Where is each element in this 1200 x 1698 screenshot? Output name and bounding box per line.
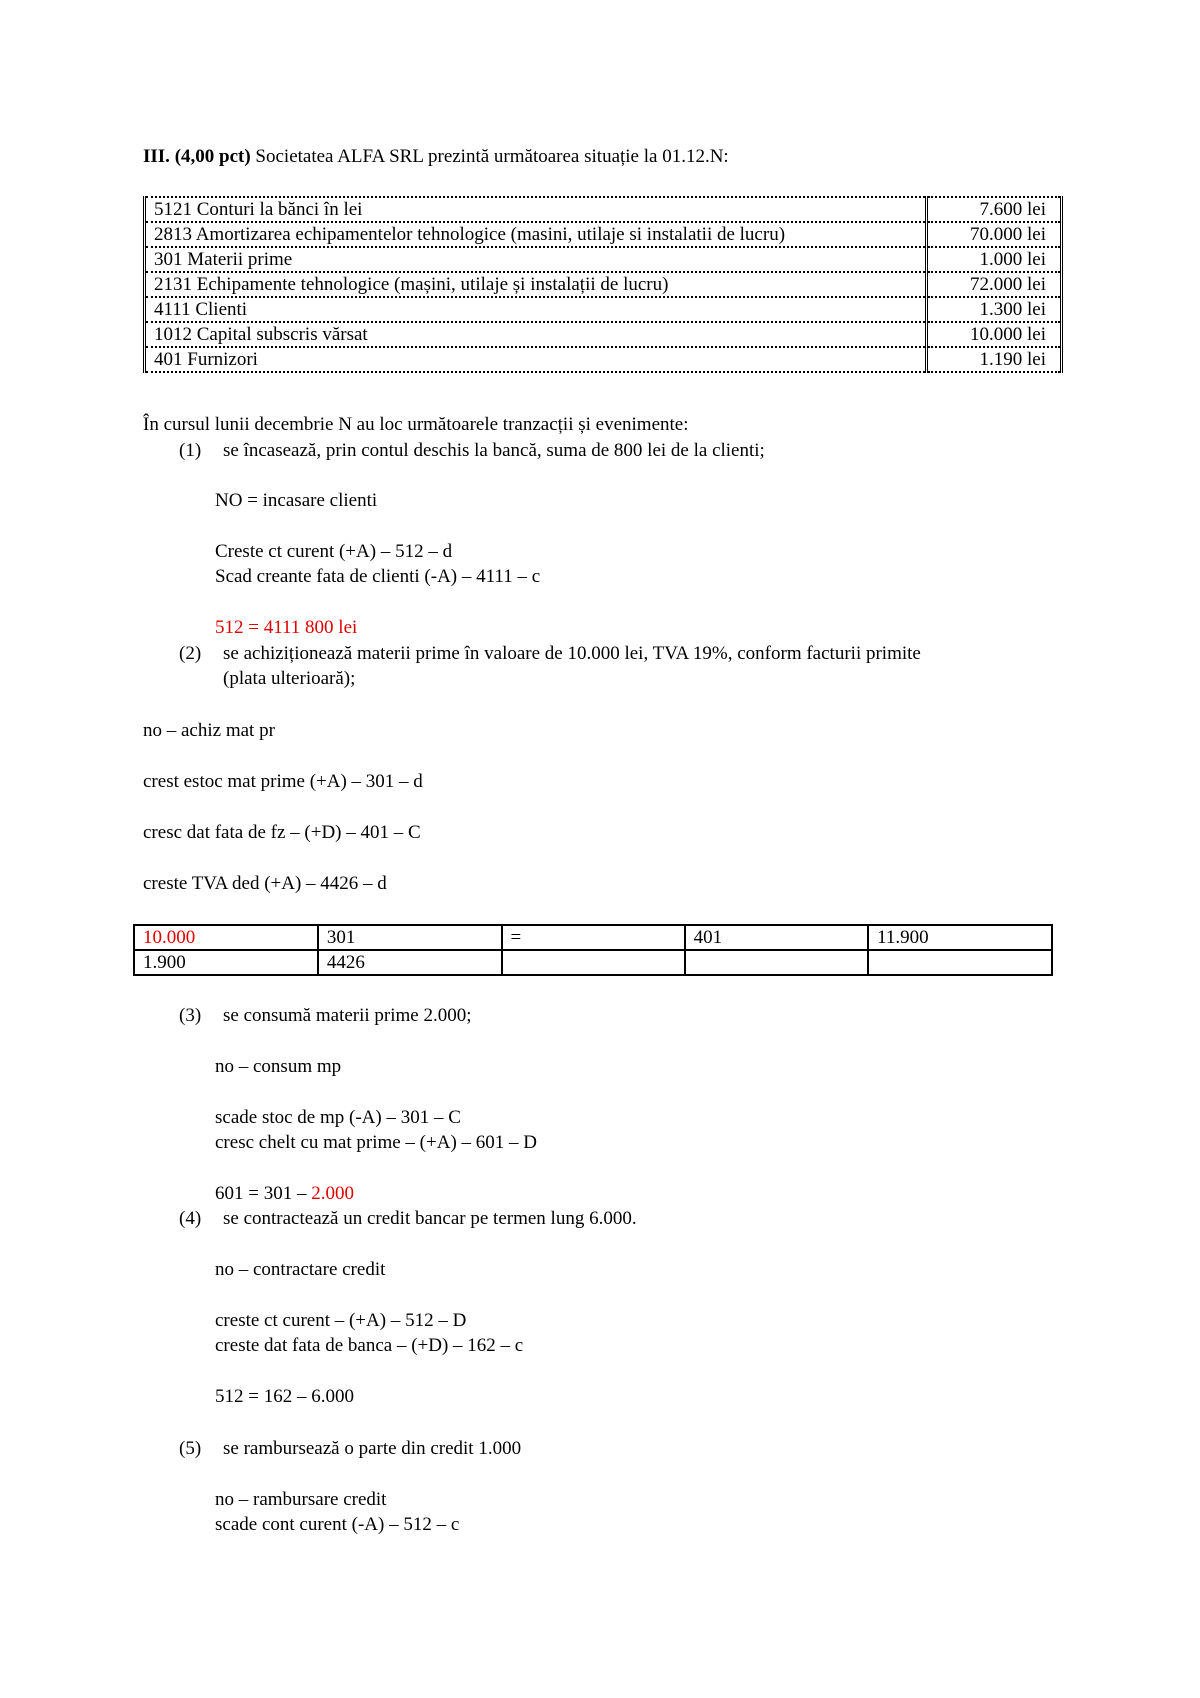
table-row bbox=[145, 297, 1062, 322]
note-line: creste ct curent – (+A) – 512 – D bbox=[215, 1310, 467, 1331]
journal-entry: 512 = 162 – 6.000 bbox=[215, 1386, 354, 1407]
table-row bbox=[134, 925, 1052, 950]
table-cell: 10.000 bbox=[134, 925, 318, 950]
table-row bbox=[145, 322, 1062, 347]
table-cell bbox=[868, 950, 1052, 975]
table-cell: 401 bbox=[685, 925, 868, 950]
entry-amount: 2.000 bbox=[311, 1183, 354, 1204]
note-line: creste TVA ded (+A) – 4426 – d bbox=[143, 873, 387, 894]
account-cell: 1012 Capital subscris vărsat bbox=[145, 322, 927, 347]
item-number: (2) bbox=[179, 643, 202, 664]
note-line: crest estoc mat prime (+A) – 301 – d bbox=[143, 771, 423, 792]
amount-cell: 1.190 lei bbox=[927, 347, 1062, 372]
table-cell: 4426 bbox=[318, 950, 502, 975]
table-row bbox=[145, 222, 1062, 247]
note-line: no – achiz mat pr bbox=[143, 720, 275, 741]
item-text: se încasează, prin contul deschis la bancă, suma de 800 lei de la clienti; bbox=[223, 440, 765, 461]
item-text: se contractează un credit bancar pe termen lung 6.000. bbox=[223, 1208, 637, 1229]
note-line: Scad creante fata de clienti (-A) – 4111 – c bbox=[215, 566, 541, 587]
table-row bbox=[145, 347, 1062, 372]
note-line: scade cont curent (-A) – 512 – c bbox=[215, 1514, 460, 1535]
amount-cell: 72.000 lei bbox=[927, 272, 1062, 297]
problem-number: III. bbox=[143, 146, 170, 167]
note-line: Creste ct curent (+A) – 512 – d bbox=[215, 541, 453, 562]
note-line: cresc dat fata de fz – (+D) – 401 – C bbox=[143, 822, 421, 843]
note-line: no – consum mp bbox=[215, 1056, 342, 1077]
problem-points: (4,00 pct) bbox=[174, 146, 251, 167]
problem-header bbox=[143, 146, 729, 168]
table-row bbox=[145, 272, 1062, 297]
item-text: se consumă materii prime 2.000; bbox=[223, 1005, 472, 1026]
note-line: NO = incasare clienti bbox=[215, 490, 378, 511]
item-number: (3) bbox=[179, 1005, 202, 1026]
amount-cell: 1.000 lei bbox=[927, 247, 1062, 272]
transaction-3 bbox=[179, 1005, 472, 1027]
table-cell bbox=[502, 950, 685, 975]
journal-table bbox=[133, 924, 1053, 976]
note-line: no – rambursare credit bbox=[215, 1489, 387, 1510]
table-cell: = bbox=[502, 925, 685, 950]
account-cell: 4111 Clienti bbox=[145, 297, 927, 322]
table-row bbox=[145, 247, 1062, 272]
intro-text: În cursul lunii decembrie N au loc următoarele tranzacții și evenimente: bbox=[143, 414, 689, 435]
table-row bbox=[145, 197, 1062, 222]
account-cell: 401 Furnizori bbox=[145, 347, 927, 372]
item-number: (1) bbox=[179, 440, 202, 461]
account-cell: 2813 Amortizarea echipamentelor tehnologice (masini, utilaje si instalatii de lucru) bbox=[145, 222, 927, 247]
item-text: se achiziționează materii prime în valoare de 10.000 lei, TVA 19%, conform facturii primite bbox=[223, 643, 921, 664]
transaction-5 bbox=[179, 1438, 521, 1460]
item-number: (4) bbox=[179, 1208, 202, 1229]
item-number: (5) bbox=[179, 1438, 202, 1459]
table-cell: 11.900 bbox=[868, 925, 1052, 950]
problem-text: Societatea ALFA SRL prezintă următoarea situație la 01.12.N: bbox=[255, 146, 729, 167]
amount-cell: 70.000 lei bbox=[927, 222, 1062, 247]
journal-entry: 512 = 4111 800 lei bbox=[215, 617, 358, 638]
amount-cell: 1.300 lei bbox=[927, 297, 1062, 322]
account-cell: 301 Materii prime bbox=[145, 247, 927, 272]
transaction-1 bbox=[179, 440, 765, 462]
transaction-2 bbox=[179, 643, 921, 665]
note-line: creste dat fata de banca – (+D) – 162 – c bbox=[215, 1335, 524, 1356]
item-text: se rambursează o parte din credit 1.000 bbox=[223, 1438, 522, 1459]
item-text-cont: (plata ulterioară); bbox=[223, 668, 356, 689]
table-cell bbox=[685, 950, 868, 975]
note-line: scade stoc de mp (-A) – 301 – C bbox=[215, 1107, 461, 1128]
transaction-4 bbox=[179, 1208, 637, 1230]
entry-accounts: 601 = 301 – bbox=[215, 1183, 312, 1204]
amount-cell: 10.000 lei bbox=[927, 322, 1062, 347]
table-cell: 1.900 bbox=[134, 950, 318, 975]
table-row bbox=[134, 950, 1052, 975]
amount-cell: 7.600 lei bbox=[927, 197, 1062, 222]
journal-entry bbox=[215, 1183, 354, 1205]
note-line: no – contractare credit bbox=[215, 1259, 386, 1280]
table-cell: 301 bbox=[318, 925, 502, 950]
balance-table bbox=[143, 196, 1063, 373]
note-line: cresc chelt cu mat prime – (+A) – 601 – D bbox=[215, 1132, 537, 1153]
account-cell: 2131 Echipamente tehnologice (mașini, utilaje și instalații de lucru) bbox=[145, 272, 927, 297]
account-cell: 5121 Conturi la bănci în lei bbox=[145, 197, 927, 222]
